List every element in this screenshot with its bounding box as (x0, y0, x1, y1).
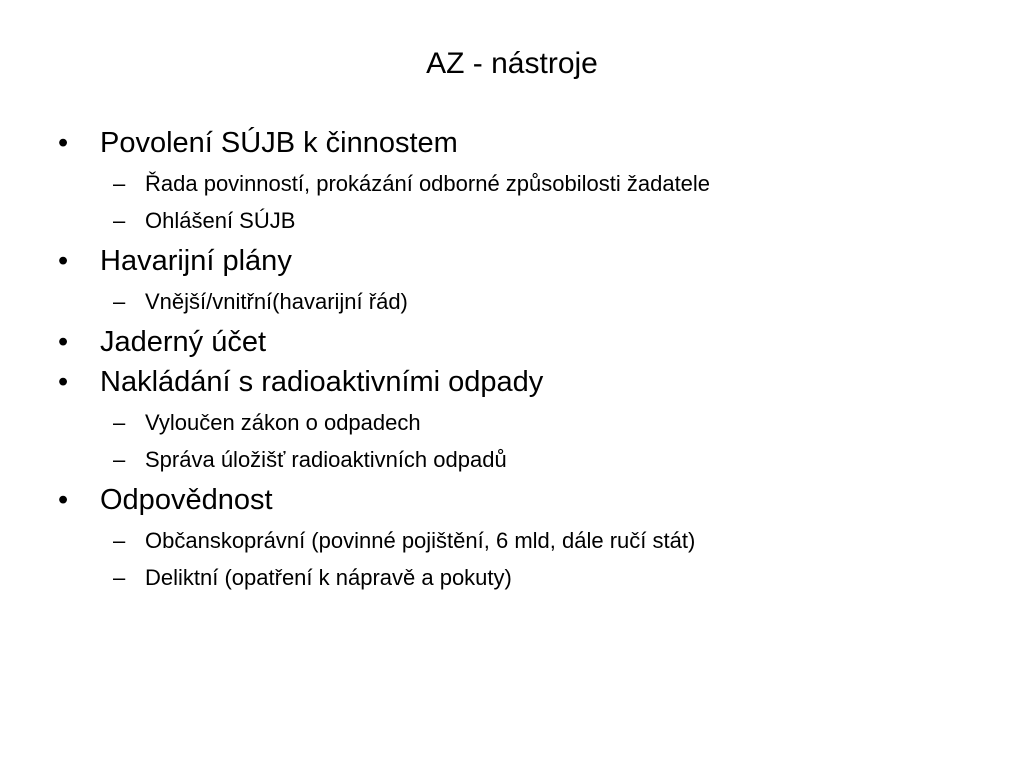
sub-list (58, 165, 978, 239)
bullet-item (58, 362, 978, 402)
sub-item-text: Správa úložišť radioaktivních odpadů (145, 447, 507, 472)
sub-item-text: Vyloučen zákon o odpadech (145, 410, 421, 435)
sub-item-text: Vnější/vnitřní(havarijní řád) (145, 289, 408, 314)
sub-item (58, 202, 978, 239)
sub-item (58, 522, 978, 559)
dash-icon: – (113, 528, 126, 553)
sub-item (58, 165, 978, 202)
bullet-block (58, 241, 978, 320)
bullet-text: Povolení SÚJB k činnostem (100, 127, 458, 159)
dash-icon: – (113, 289, 126, 314)
sub-item-text: Občanskoprávní (povinné pojištění, 6 mld, dále ručí stát) (145, 528, 696, 553)
sub-item (58, 559, 978, 596)
sub-list (58, 404, 978, 478)
sub-list (58, 283, 978, 320)
dash-icon: – (113, 171, 126, 196)
sub-list (58, 522, 978, 596)
dash-icon: – (113, 565, 126, 590)
dash-icon: – (113, 410, 126, 435)
bullet-icon: • (58, 326, 69, 358)
sub-item (58, 404, 978, 441)
bullet-text: Havarijní plány (100, 245, 292, 277)
bullet-item (58, 123, 978, 163)
bullet-block (58, 480, 978, 596)
dash-icon: – (113, 208, 126, 233)
bullet-block (58, 362, 978, 478)
sub-item (58, 283, 978, 320)
dash-icon: – (113, 447, 126, 472)
bullet-text: Nakládání s radioaktivními odpady (100, 366, 544, 398)
sub-item-text: Řada povinností, prokázání odborné způsobilosti žadatele (145, 171, 711, 196)
bullet-icon: • (58, 484, 69, 516)
bullet-icon: • (58, 245, 69, 277)
bullet-item (58, 241, 978, 281)
bullet-item (58, 480, 978, 520)
bullet-block (58, 322, 978, 362)
bullet-icon: • (58, 366, 69, 398)
bullet-block (58, 123, 978, 239)
bullet-text: Jaderný účet (100, 326, 267, 358)
bullet-item (58, 322, 978, 362)
bullet-icon: • (58, 127, 69, 159)
sub-item-text: Ohlášení SÚJB (145, 208, 296, 233)
sub-item (58, 441, 978, 478)
sub-item-text: Deliktní (opatření k nápravě a pokuty) (145, 565, 512, 590)
bullet-list (58, 123, 978, 598)
bullet-text: Odpovědnost (100, 484, 273, 516)
slide-title: AZ - nástroje (426, 47, 598, 80)
